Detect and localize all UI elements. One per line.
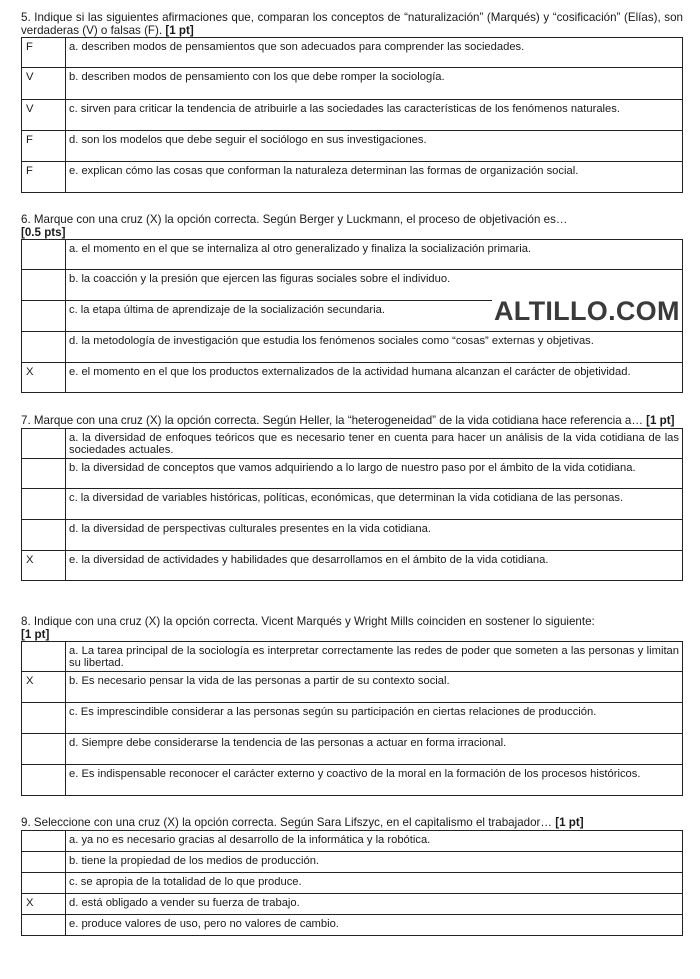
option-row — [22, 830, 683, 851]
option-mark — [22, 301, 66, 332]
option-mark — [22, 519, 66, 550]
option-mark — [22, 642, 66, 672]
question-8 — [21, 616, 683, 796]
option-mark — [22, 458, 66, 488]
option-mark — [22, 851, 66, 872]
question-9-options — [21, 830, 683, 936]
option-text: b. describen modos de pensamiento con los que debe romper la sociología. — [66, 68, 683, 100]
option-mark — [22, 270, 66, 301]
option-text: e. Es indispensable reconocer el carácter externo y coactivo de la moral en la formación de los procesos históricos. — [66, 765, 683, 796]
question-7-text: 7. Marque con una cruz (X) la opción correcta. Según Heller, la “heterogeneidad” de la vida cotidiana hace referencia a… [1 pt] — [21, 414, 675, 427]
option-text: d. son los modelos que debe seguir el sociólogo en sus investigaciones. — [66, 131, 683, 162]
option-text: e. produce valores de uso, pero no valores de cambio. — [66, 914, 683, 935]
question-6-text: 6. Marque con una cruz (X) la opción correcta. Según Berger y Luckmann, el proceso de objetivación es… [0.5 pts] — [21, 213, 568, 239]
option-mark — [22, 332, 66, 363]
option-row — [22, 519, 683, 550]
option-text: a. la diversidad de enfoques teóricos que es necesario tener en cuenta para hacer un análisis de la vida cotidiana de las sociedades actuales. — [66, 428, 683, 458]
question-7 — [21, 415, 683, 581]
option-row — [22, 893, 683, 914]
option-text: e. el momento en el que los productos externalizados de la actividad humana alcanzan el carácter de objetividad. — [66, 363, 683, 393]
option-mark — [22, 240, 66, 270]
option-mark — [22, 830, 66, 851]
question-9-points: [1 pt] — [555, 816, 584, 829]
altillo-watermark: ALTILLO.COM — [494, 296, 680, 326]
option-row — [22, 672, 683, 703]
option-row — [22, 765, 683, 796]
question-9 — [21, 817, 683, 936]
option-row — [22, 550, 683, 580]
question-8-text: 8. Indique con una cruz (X) la opción correcta. Vicent Marqués y Wright Mills coinciden en sostener lo siguiente: [1 pt] — [21, 615, 595, 641]
option-row — [22, 703, 683, 734]
option-mark: X — [22, 550, 66, 580]
option-mark: X — [22, 893, 66, 914]
option-row — [22, 162, 683, 193]
question-5 — [21, 12, 683, 193]
option-mark: F — [22, 38, 66, 68]
option-text: e. explican cómo las cosas que conforman la naturaleza determinan las formas de organización social. — [66, 162, 683, 193]
question-9-text: 9. Seleccione con una cruz (X) la opción correcta. Según Sara Lifszyc, en el capitalismo el trabajador… [1 pt] — [21, 816, 584, 829]
option-mark: X — [22, 672, 66, 703]
option-text: b. tiene la propiedad de los medios de producción. — [66, 851, 683, 872]
option-text: e. la diversidad de actividades y habilidades que desarrollamos en el ámbito de la vida cotidiana. — [66, 550, 683, 580]
question-5-points: [1 pt] — [165, 23, 194, 37]
option-row — [22, 131, 683, 162]
option-text: d. la metodología de investigación que estudia los fenómenos sociales como “cosas” externas y objetivas. — [66, 332, 683, 363]
option-mark — [22, 703, 66, 734]
question-8-options — [21, 641, 683, 796]
option-row — [22, 734, 683, 765]
option-mark: X — [22, 363, 66, 393]
option-row — [22, 38, 683, 68]
option-row — [22, 363, 683, 393]
question-8-points: [1 pt] — [21, 627, 50, 641]
option-text: c. la etapa última de aprendizaje de la socialización secundaria. — [66, 301, 683, 332]
option-text: b. la diversidad de conceptos que vamos adquiriendo a lo largo de nuestro paso por el ámbito de la vida cotidiana. — [66, 458, 683, 488]
option-row — [22, 872, 683, 893]
option-row — [22, 332, 683, 363]
option-row — [22, 851, 683, 872]
option-row — [22, 914, 683, 935]
question-5-text: 5. Indique si las siguientes afirmaciones que, comparan los conceptos de “naturalización” (Marqués) y “cosificación” (Elías), son verdaderas (V) o falsas (F). [1 pt] — [21, 11, 683, 37]
option-text: b. la coacción y la presión que ejercen las figuras sociales sobre el individuo. — [66, 270, 683, 301]
option-text: c. Es imprescindible considerar a las personas según su participación en ciertas relaciones de producción. — [66, 703, 683, 734]
option-mark — [22, 428, 66, 458]
option-mark — [22, 914, 66, 935]
option-text: a. describen modos de pensamientos que son adecuados para comprender las sociedades. — [66, 38, 683, 68]
option-text: c. se apropia de la totalidad de lo que produce. — [66, 872, 683, 893]
option-text: a. ya no es necesario gracias al desarrollo de la informática y la robótica. — [66, 830, 683, 851]
option-text: c. la diversidad de variables históricas, políticas, económicas, que determinan la vida cotidiana de las personas. — [66, 488, 683, 519]
option-mark — [22, 765, 66, 796]
question-7-options — [21, 428, 683, 581]
option-row — [22, 240, 683, 270]
option-mark: F — [22, 131, 66, 162]
option-text: d. la diversidad de perspectivas culturales presentes en la vida cotidiana. — [66, 519, 683, 550]
option-row — [22, 68, 683, 100]
option-mark — [22, 872, 66, 893]
question-7-points: [1 pt] — [646, 414, 675, 427]
option-text: a. el momento en el que se internaliza al otro generalizado y finaliza la socialización primaria. — [66, 240, 683, 270]
option-text: c. sirven para criticar la tendencia de atribuirle a las sociedades las características de los fenómenos naturales. — [66, 100, 683, 131]
option-mark — [22, 734, 66, 765]
option-text: d. está obligado a vender su fuerza de trabajo. — [66, 893, 683, 914]
option-mark — [22, 488, 66, 519]
option-row — [22, 458, 683, 488]
option-row — [22, 642, 683, 672]
option-text: a. La tarea principal de la sociología es interpretar correctamente las redes de poder que someten a las personas y limitan su libertad. — [66, 642, 683, 672]
option-text: b. Es necesario pensar la vida de las personas a partir de su contexto social. — [66, 672, 683, 703]
option-row — [22, 428, 683, 458]
option-mark: V — [22, 100, 66, 131]
option-text: d. Siempre debe considerarse la tendencia de las personas a actuar en forma irracional. — [66, 734, 683, 765]
option-row — [22, 488, 683, 519]
question-6-points: [0.5 pts] — [21, 225, 66, 239]
question-5-options — [21, 37, 683, 193]
option-row — [22, 100, 683, 131]
option-mark: V — [22, 68, 66, 100]
option-mark: F — [22, 162, 66, 193]
